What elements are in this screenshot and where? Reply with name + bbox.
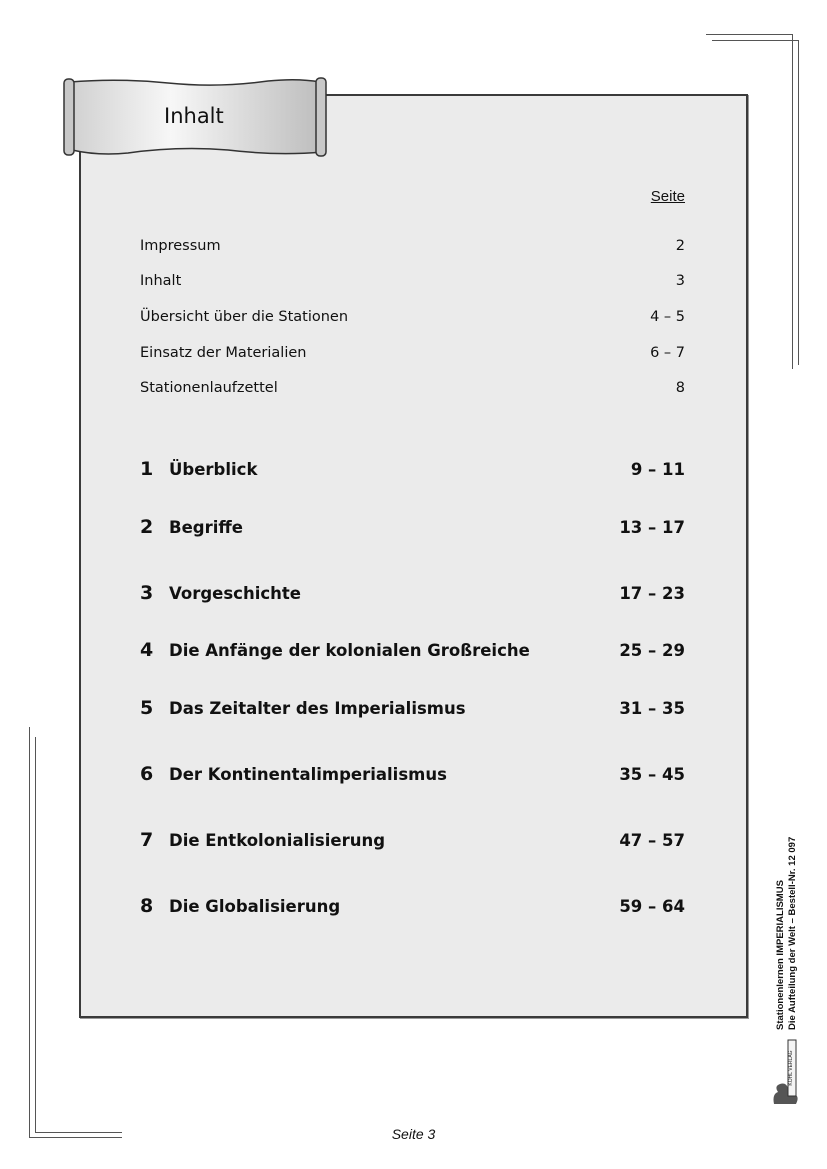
toc-row (140, 238, 685, 262)
toc-row-label: Übersicht über die Stationen (140, 309, 349, 325)
toc-row-label: Stationenlaufzettel (140, 380, 278, 396)
chapter-row (140, 831, 685, 855)
chapter-title: Die Anfänge der kolonialen Großreiche (169, 641, 530, 660)
chapter-pages: 35 – 45 (619, 765, 685, 784)
chapter-row (140, 584, 685, 608)
toc-row-label: Inhalt (140, 273, 182, 289)
toc-row-label: Einsatz der Materialien (140, 345, 307, 361)
chapter-row (140, 518, 685, 542)
chapter-number: 6 (140, 763, 154, 785)
content-frame (79, 94, 748, 1018)
page-column-header: Seite (650, 188, 685, 205)
page-title: Inhalt (164, 104, 224, 128)
chapter-title: Begriffe (169, 518, 243, 537)
page-number: Seite 3 (391, 1126, 436, 1142)
chapter-number: 7 (140, 829, 154, 851)
toc-row (140, 345, 685, 369)
toc-row-label: Impressum (140, 238, 221, 254)
toc-row-pages: 8 (675, 380, 685, 396)
toc-row-pages: 3 (675, 273, 685, 289)
chapter-title: Der Kontinentalimperialismus (169, 765, 447, 784)
chapter-pages: 47 – 57 (619, 831, 685, 850)
chapter-number: 1 (140, 458, 154, 480)
chapter-row (140, 897, 685, 921)
toc-row-pages: 2 (675, 238, 685, 254)
toc-row (140, 273, 685, 297)
chapter-row (140, 699, 685, 723)
chapter-title: Überblick (169, 460, 258, 479)
chapter-pages: 31 – 35 (619, 699, 685, 718)
chapter-number: 5 (140, 697, 154, 719)
chapter-number: 2 (140, 516, 154, 538)
chapter-number: 4 (140, 639, 154, 661)
chapter-pages: 9 – 11 (630, 460, 685, 479)
publisher-logo (770, 1038, 804, 1106)
chapter-pages: 13 – 17 (619, 518, 685, 537)
chapter-pages: 17 – 23 (619, 584, 685, 603)
chapter-title: Vorgeschichte (169, 584, 301, 603)
toc-row (140, 380, 685, 404)
publication-series: Stationenlernen IMPERIALISMUS (775, 880, 786, 1030)
chapter-title: Die Entkolonialisierung (169, 831, 386, 850)
publication-info (775, 770, 815, 1030)
chapter-title: Die Globalisierung (169, 897, 341, 916)
chapter-title: Das Zeitalter des Imperialismus (169, 699, 466, 718)
chapter-number: 3 (140, 582, 154, 604)
publication-title-order: Die Aufteilung der Welt – Bestell-Nr. 12 097 (787, 836, 798, 1030)
chapter-number: 8 (140, 895, 154, 917)
chapter-row (140, 765, 685, 789)
publisher-logo-text: KOHL VERLAG (788, 1050, 794, 1086)
chapter-pages: 59 – 64 (619, 897, 685, 916)
chapter-pages: 25 – 29 (619, 641, 685, 660)
toc-row (140, 309, 685, 333)
chapter-row (140, 460, 685, 484)
toc-row-pages: 6 – 7 (650, 345, 685, 361)
chapter-row (140, 641, 685, 665)
toc-row-pages: 4 – 5 (650, 309, 685, 325)
